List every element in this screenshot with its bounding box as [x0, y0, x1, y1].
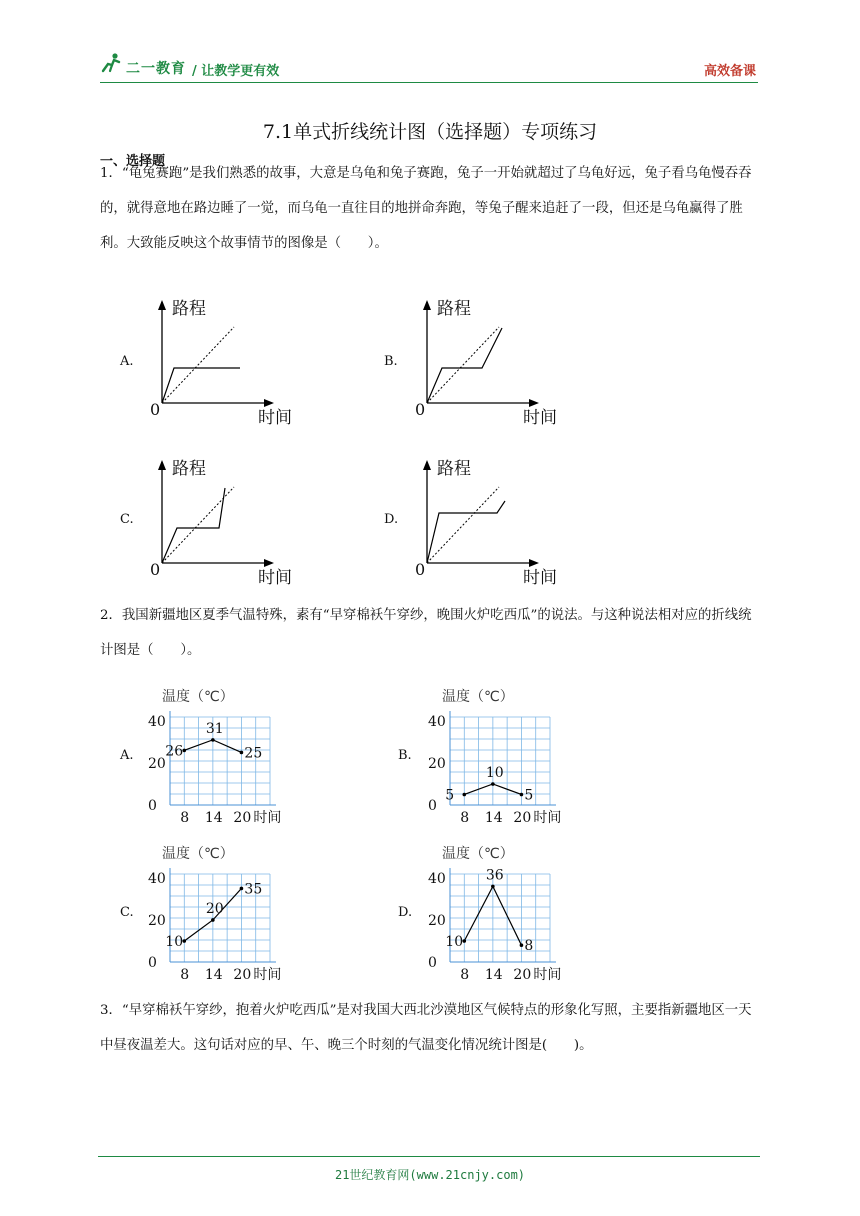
y-tick-label: 0 [428, 955, 437, 971]
data-point [211, 738, 215, 742]
page-footer: 21世纪教育网(www.21cnjy.com) [334, 1168, 526, 1182]
section-heading: 一、选择题 [100, 154, 166, 169]
turtle-line [162, 327, 234, 403]
x-tick-label: 8 [180, 810, 190, 826]
x-tick-label: 14 [204, 967, 223, 983]
y-tick-label: 20 [148, 912, 166, 929]
q1-option-b-label: B. [384, 354, 398, 369]
x-tick-label: 8 [460, 810, 470, 826]
y-tick-label: 40 [148, 870, 166, 887]
y-axis-arrow [423, 460, 431, 470]
data-point [520, 793, 524, 797]
data-label: 36 [485, 867, 504, 884]
rabbit-line [427, 328, 502, 403]
x-axis-arrow [529, 399, 539, 407]
q1-chart-c [140, 450, 310, 590]
rabbit-line [162, 368, 240, 403]
rabbit-line [162, 488, 225, 563]
x-axis-arrow [264, 559, 274, 567]
x-tick-label: 20 [233, 810, 252, 826]
origin-label: 0 [415, 400, 426, 419]
x-tick-label: 14 [204, 810, 223, 826]
y-tick-label: 0 [148, 955, 157, 971]
y-tick-label: 40 [428, 870, 446, 887]
data-label: 31 [205, 720, 224, 737]
x-tick-label: 8 [180, 967, 190, 983]
y-axis-label: 路程 [437, 299, 471, 319]
data-point [240, 751, 244, 755]
q2-chart-d [420, 840, 590, 990]
x-tick-label: 14 [484, 810, 503, 826]
y-tick-label: 40 [148, 713, 166, 730]
data-label: 26 [165, 743, 184, 760]
data-label: 5 [445, 787, 455, 804]
x-tick-label: 14 [484, 967, 503, 983]
rabbit-line [427, 501, 505, 563]
data-label: 25 [244, 745, 263, 762]
chart-title: 温度（℃） [442, 689, 514, 705]
q1-chart-b [405, 290, 575, 430]
x-tick-label: 20 [513, 967, 532, 983]
x-tick-label: 20 [513, 810, 532, 826]
x-axis-label: 时间 [258, 568, 292, 588]
y-axis-arrow [158, 460, 166, 470]
data-point [491, 782, 495, 786]
brand-name: 二一教育 [126, 61, 186, 77]
x-tick-label: 8 [460, 967, 470, 983]
page-header [100, 52, 758, 82]
chart-title: 温度（℃） [162, 689, 234, 705]
y-tick-label: 0 [428, 798, 437, 814]
x-axis-label: 时间 [533, 967, 562, 983]
x-axis-label: 时间 [258, 408, 292, 428]
turtle-line [427, 327, 499, 403]
chart-title: 温度（℃） [162, 846, 234, 862]
x-tick-label: 20 [233, 967, 252, 983]
x-axis-label: 时间 [523, 408, 557, 428]
y-tick-label: 20 [428, 912, 446, 929]
turtle-line [162, 487, 234, 563]
y-axis-arrow [423, 300, 431, 310]
turtle-line [427, 487, 499, 563]
data-label: 10 [165, 933, 184, 950]
data-point [491, 885, 495, 889]
x-axis-arrow [264, 399, 274, 407]
data-label: 35 [244, 881, 263, 898]
chart-title: 温度（℃） [442, 846, 514, 862]
data-label: 20 [205, 900, 224, 917]
origin-label: 0 [415, 560, 426, 579]
q1-option-a-label: A. [120, 354, 134, 369]
x-axis-label: 时间 [533, 810, 562, 826]
x-axis-arrow [529, 559, 539, 567]
header-tagline: 高效备课 [703, 64, 756, 79]
y-axis-label: 路程 [172, 459, 206, 479]
question-2: 2．我国新疆地区夏季气温特殊，素有“早穿棉袄午穿纱，晚围火炉吃西瓜”的说法。与这种说法相对应的折线统计图是（ ）。 [100, 608, 752, 658]
y-tick-label: 20 [148, 755, 166, 772]
q1-chart-d [405, 450, 575, 590]
header-slogan: / 让教学更有效 [192, 64, 280, 79]
q2-option-b-label: B. [398, 748, 412, 763]
q2-chart-a [140, 683, 310, 833]
origin-label: 0 [150, 400, 161, 419]
data-point [520, 943, 524, 947]
x-axis-label: 时间 [523, 568, 557, 588]
q1-option-d-label: D. [384, 512, 399, 527]
y-axis-label: 路程 [437, 459, 471, 479]
data-label: 5 [524, 787, 534, 804]
data-point [240, 887, 244, 891]
q2-option-d-label: D. [398, 905, 413, 920]
q2-option-a-label: A. [120, 748, 134, 763]
y-axis-label: 路程 [172, 299, 206, 319]
header-divider [100, 82, 758, 83]
q2-chart-b [420, 683, 590, 833]
x-axis-label: 时间 [253, 967, 282, 983]
page-title: 7.1单式折线统计图（选择题）专项练习 [262, 121, 598, 143]
origin-label: 0 [150, 560, 161, 579]
q1-option-c-label: C. [120, 512, 134, 527]
question-1: 1．“龟兔赛跑”是我们熟悉的故事，大意是乌龟和兔子赛跑，兔子一开始就超过了乌龟好远，兔子看乌龟慢吞吞的，就得意地在路边睡了一觉，而乌龟一直往目的地拼命奔跑，等兔子醒来追赶了一段，但还是乌龟赢得了胜利。大致能反映这个故事情节的图像是（ ）。 [100, 166, 752, 251]
data-point [462, 793, 466, 797]
runner-logo-icon [100, 52, 122, 74]
y-tick-label: 40 [428, 713, 446, 730]
q2-chart-c [140, 840, 310, 990]
x-axis-label: 时间 [253, 810, 282, 826]
question-3: 3．“早穿棉袄午穿纱，抱着火炉吃西瓜”是对我国大西北沙漠地区气候特点的形象化写照，主要指新疆地区一天中昼夜温差大。这句话对应的早、午、晚三个时刻的气温变化情况统计图是( )。 [100, 1003, 752, 1053]
data-label: 10 [445, 933, 464, 950]
data-label: 10 [485, 764, 504, 781]
data-label: 8 [524, 938, 534, 955]
footer-divider [98, 1156, 760, 1157]
q2-option-c-label: C. [120, 905, 134, 920]
y-tick-label: 20 [428, 755, 446, 772]
q1-chart-a [140, 290, 310, 430]
y-axis-arrow [158, 300, 166, 310]
y-tick-label: 0 [148, 798, 157, 814]
data-point [211, 918, 215, 922]
